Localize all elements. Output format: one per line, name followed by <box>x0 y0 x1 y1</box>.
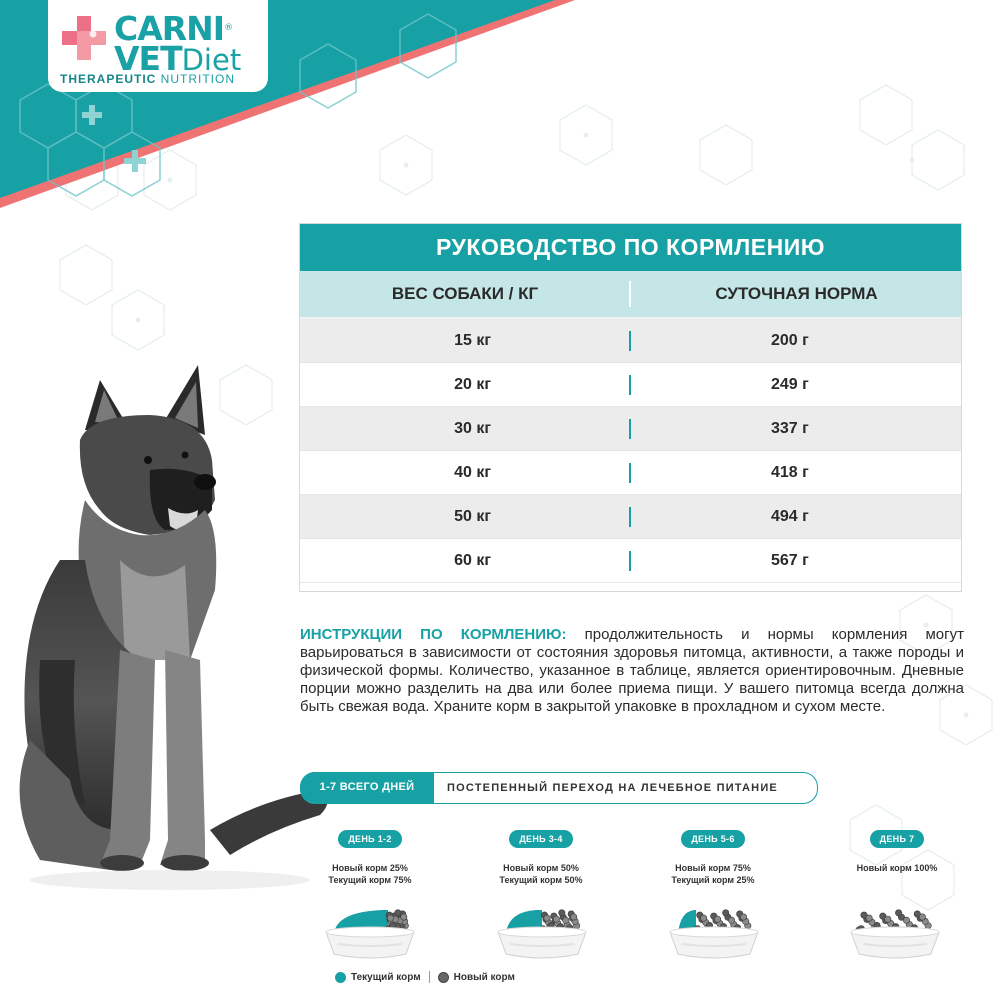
feeding-instructions <box>300 626 964 716</box>
weight-cell: 30 кг <box>454 419 491 437</box>
brand-tagline: THERAPEUTIC NUTRITION <box>60 72 236 86</box>
stage-badge: ДЕНЬ 7 <box>870 830 925 848</box>
stage-day-5-6 <box>633 829 793 886</box>
legend-new: Новый корм <box>453 971 515 983</box>
stage-badge: ДЕНЬ 5-6 <box>681 830 744 848</box>
table-row <box>299 539 962 583</box>
stage-line2: Текущий корм 75% <box>328 875 412 885</box>
weight-cell: 60 кг <box>454 551 491 569</box>
food-bowl-icon <box>320 892 420 962</box>
legend <box>335 971 515 983</box>
stage-line1: Новый корм 50% <box>503 863 579 873</box>
german-shepherd-dog-image <box>0 360 340 900</box>
stage-badge: ДЕНЬ 3-4 <box>509 830 572 848</box>
total-days-pill: 1-7 ВСЕГО ДНЕЙ <box>300 772 434 803</box>
header-daily: СУТОЧНАЯ НОРМА <box>715 284 878 303</box>
transition-title: ПОСТЕПЕННЫЙ ПЕРЕХОД НА ЛЕЧЕБНОЕ ПИТАНИЕ <box>447 782 778 794</box>
brand-logo <box>48 0 268 92</box>
table-row <box>299 319 962 363</box>
daily-cell: 337 г <box>771 419 809 437</box>
weight-cell: 20 кг <box>454 375 491 393</box>
stage-line1: Новый корм 75% <box>675 863 751 873</box>
table-row <box>299 363 962 407</box>
food-bowl-icon <box>492 892 592 962</box>
table-row <box>299 407 962 451</box>
header-weight: ВЕС СОБАКИ / КГ <box>299 271 631 317</box>
weight-cell: 50 кг <box>454 507 491 525</box>
stage-line1: Новый корм 25% <box>332 863 408 873</box>
instructions-body: продолжительность и нормы кормления могут варьироваться в зависимости от состояния здоровья питомца, активности, а также породы и физической формы. Количество, указанное в таблице, является ориентировочным. Дневные порции можно разделить на два или более приема пищи. У вашего питомца всегда должна быть свежая вода. Храните корм в закрытой упаковке в прохладном и сухом месте. <box>300 626 964 715</box>
brand-name-line2: VETDiet <box>114 39 242 78</box>
daily-cell: 494 г <box>771 507 809 525</box>
daily-cell: 200 г <box>771 331 809 349</box>
new-food-swatch-icon <box>438 972 449 983</box>
stage-line1: Новый корм 100% <box>856 863 938 873</box>
daily-cell: 249 г <box>771 375 809 393</box>
table-row <box>299 495 962 539</box>
transition-header <box>300 772 818 804</box>
weight-cell: 15 кг <box>454 331 491 349</box>
stage-line2: Текущий корм 25% <box>671 875 755 885</box>
stage-day-3-4 <box>461 829 621 886</box>
stage-badge: ДЕНЬ 1-2 <box>338 830 401 848</box>
food-bowl-icon <box>664 892 764 962</box>
feeding-guide-table <box>299 223 962 583</box>
instructions-lead: ИНСТРУКЦИИ ПО КОРМЛЕНИЮ: <box>300 626 567 643</box>
stage-line2: Текущий корм 50% <box>499 875 583 885</box>
stage-day-7 <box>817 829 977 874</box>
daily-cell: 418 г <box>771 463 809 481</box>
daily-cell: 567 г <box>771 551 809 569</box>
brand-name-line1: CARNI® <box>114 9 233 48</box>
table-row <box>299 451 962 495</box>
table-header-row <box>299 271 962 319</box>
medical-cross-icon <box>60 14 108 62</box>
weight-cell: 40 кг <box>454 463 491 481</box>
current-food-swatch-icon <box>335 972 346 983</box>
table-title: РУКОВОДСТВО ПО КОРМЛЕНИЮ <box>299 223 962 271</box>
food-bowl-icon <box>845 892 945 962</box>
legend-current: Текущий корм <box>351 971 421 983</box>
stage-day-1-2 <box>290 829 450 886</box>
